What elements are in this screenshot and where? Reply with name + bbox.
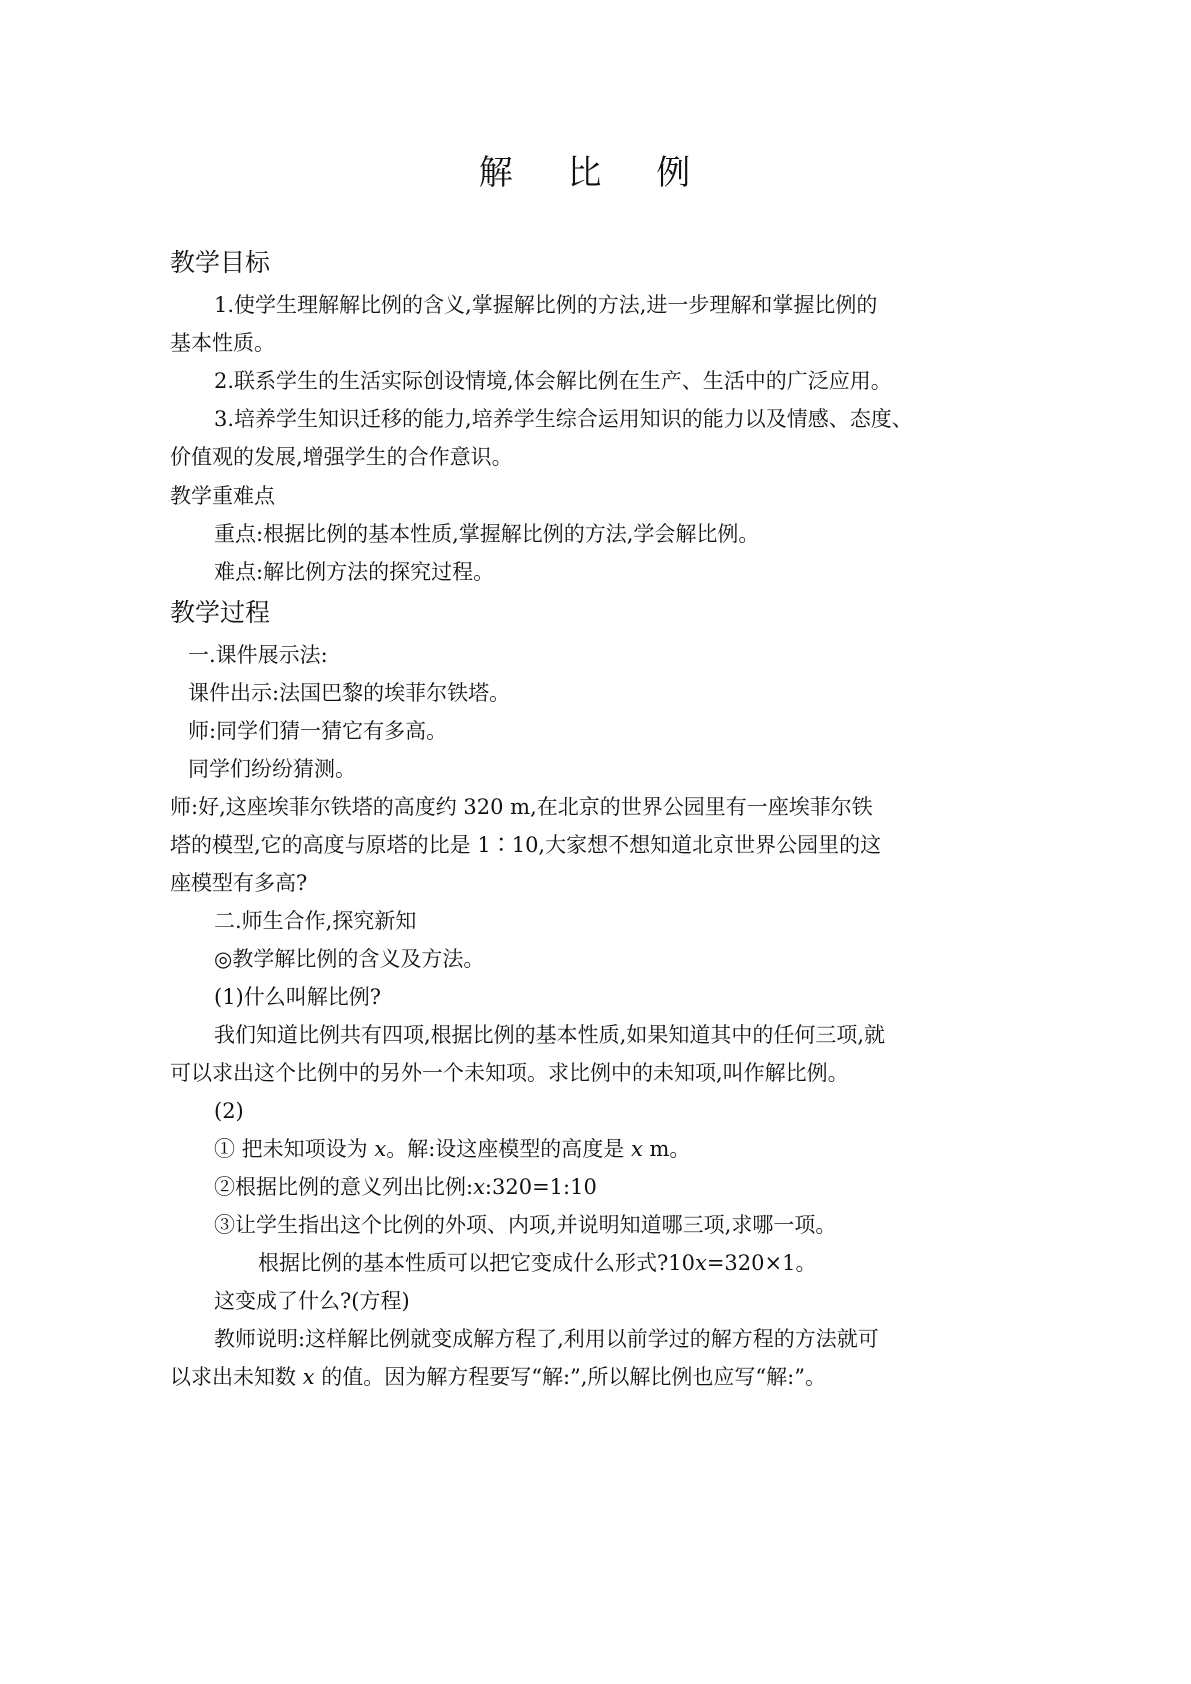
objective-1-line-1: 1.使学生理解解比例的含义,掌握解比例的方法,进一步理解和掌握比例的 (214, 293, 878, 317)
step-item-2 (214, 1172, 597, 1202)
step-item-2-a: ②根据比例的意义列出比例: (214, 1175, 474, 1199)
explanation-line-2 (170, 1362, 826, 1392)
teach-item: ◎教学解比例的含义及方法。 (214, 947, 485, 971)
step-item-4-a: 根据比例的基本性质可以把它变成什么形式?10 (258, 1251, 695, 1275)
variable-x: x (630, 1137, 643, 1161)
step-item-3: ③让学生指出这个比例的外项、内项,并说明知道哪三项,求哪一项。 (214, 1213, 837, 1237)
variable-x: x (694, 1251, 707, 1275)
step-item-1-a: ① 把未知项设为 (214, 1137, 375, 1161)
step-item-1 (214, 1134, 690, 1164)
objective-3-line-1: 3.培养学生知识迁移的能力,培养学生综合运用知识的能力以及情感、态度、 (214, 407, 913, 431)
keypoint-text: 重点:根据比例的基本性质,掌握解比例的方法,学会解比例。 (214, 522, 760, 546)
variable-x: x (473, 1175, 485, 1199)
variable-x: x (374, 1137, 387, 1161)
question-1-answer-line-1: 我们知道比例共有四项,根据比例的基本性质,如果知道其中的任何三项,就 (214, 1023, 886, 1047)
objectives-heading: 教学目标 (170, 248, 271, 277)
step-item-2-b: :320=1:10 (484, 1175, 597, 1199)
explanation-line-1: 教师说明:这样解比例就变成解方程了,利用以前学过的解方程的方法就可 (214, 1327, 879, 1351)
question-1-answer-line-2: 可以求出这个比例中的另外一个未知项。求比例中的未知项,叫作解比例。 (170, 1061, 849, 1085)
step-1-title: 一.课件展示法: (188, 643, 328, 667)
step-2-title: 二.师生合作,探究新知 (214, 909, 417, 933)
step-item-5: 这变成了什么?(方程) (214, 1289, 410, 1313)
question-1: (1)什么叫解比例? (214, 985, 382, 1009)
teacher-long-line-2: 塔的模型,它的高度与原塔的比是 1∶10,大家想不想知道北京世界公园里的这 (170, 833, 882, 857)
objective-2: 2.联系学生的生活实际创设情境,体会解比例在生产、生活中的广泛应用。 (214, 369, 892, 393)
step-item-4 (258, 1248, 816, 1278)
step-item-4-b: =320×1。 (706, 1251, 817, 1275)
teacher-question: 师:同学们猜一猜它有多高。 (188, 719, 448, 743)
page-title: 解 比 例 (478, 153, 713, 193)
step-item-1-c: m。 (642, 1137, 691, 1161)
process-heading: 教学过程 (170, 598, 271, 627)
teacher-long-line-3: 座模型有多高? (170, 871, 308, 895)
variable-x: x (302, 1365, 315, 1389)
teacher-long-line-1: 师:好,这座埃菲尔铁塔的高度约 320 m,在北京的世界公园里有一座埃菲尔铁 (170, 795, 873, 819)
students-guess: 同学们纷纷猜测。 (188, 757, 356, 781)
keypoints-heading: 教学重难点 (170, 484, 275, 508)
question-2: (2) (214, 1099, 244, 1123)
difficulty-text: 难点:解比例方法的探究过程。 (214, 560, 495, 584)
objective-3-line-2: 价值观的发展,增强学生的合作意识。 (170, 445, 513, 469)
explanation-line-2-b: 的值。因为解方程要写“解:”,所以解比例也应写“解:”。 (314, 1365, 826, 1389)
step-item-1-b: 。解:设这座模型的高度是 (386, 1137, 631, 1161)
explanation-line-2-a: 以求出未知数 (170, 1365, 303, 1389)
courseware-text: 课件出示:法国巴黎的埃菲尔铁塔。 (188, 681, 511, 705)
objective-1-line-2: 基本性质。 (170, 331, 275, 355)
